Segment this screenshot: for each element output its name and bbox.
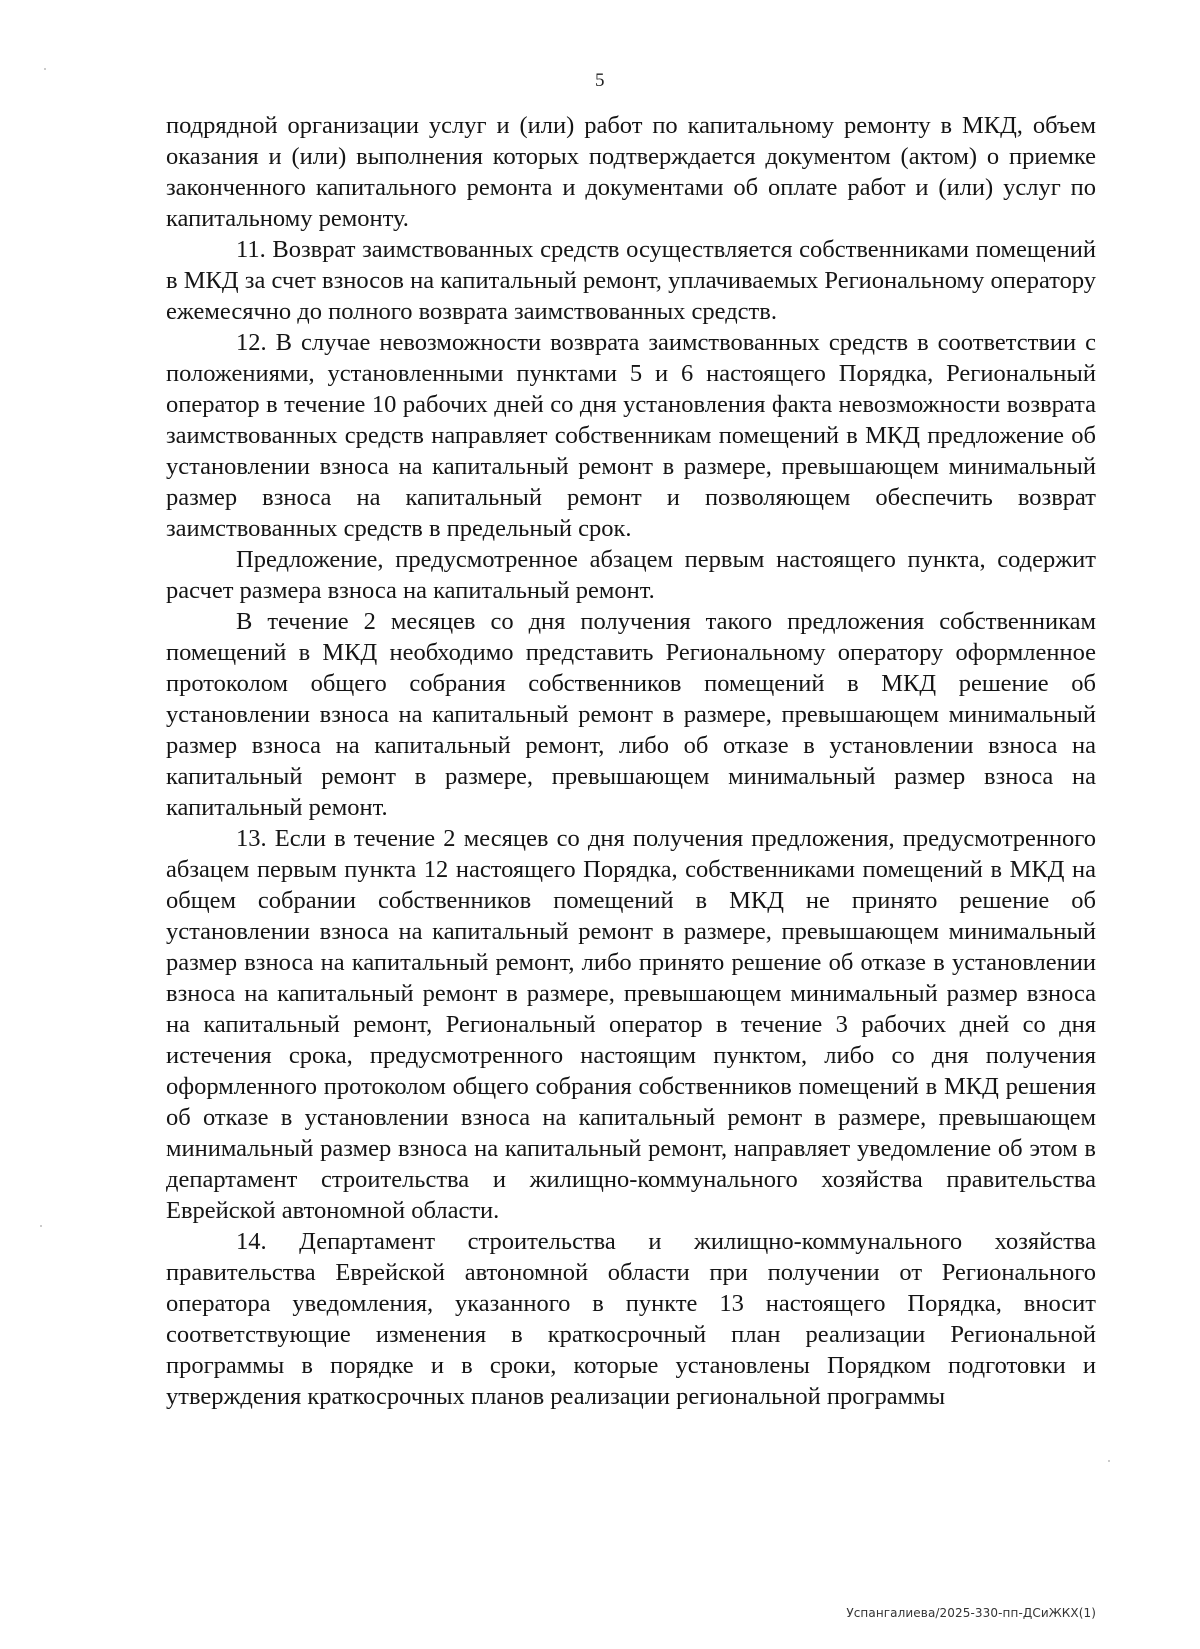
paragraph-item-13: 13. Если в течение 2 месяцев со дня получения предложения, предусмотренного абзацем первым пункта 12 настоящего Порядка, собственниками помещений в МКД на общем собрании собственников помещений в МКД не принято решение об установлении взноса на капитальный ремонт в размере, превышающем минимальный размер взноса на капитальный ремонт, либо принято решение об отказе в установлении взноса на капитальный ремонт в размере, превышающем минимальный размер взноса на капитальный ремонт, Региональный оператор в течение 3 рабочих дней со дня истечения срока, предусмотренного настоящим пунктом, либо со дня получения оформленного протоколом общего собрания собственников помещений в МКД решения об отказе в установлении взноса на капитальный ремонт в размере, превышающем минимальный размер взноса на капитальный ремонт, направляет уведомление об этом в департамент строительства и жилищно-коммунального хозяйства правительства Еврейской автономной области.	[166, 825, 1096, 1224]
paragraph-continuation: подрядной организации услуг и (или) работ по капитальному ремонту в МКД, объем оказания и (или) выполнения которых подтверждается документом (актом) о приемке законченного капитального ремонта и документами об оплате работ и (или) услуг по капитальному ремонту.	[166, 112, 1096, 232]
paragraph-proposal: Предложение, предусмотренное абзацем первым настоящего пункта, содержит расчет размера взноса на капитальный ремонт.	[166, 546, 1096, 604]
paragraph-item-11: 11. Возврат заимствованных средств осуществляется собственниками помещений в МКД за счет взносов на капитальный ремонт, уплачиваемых Региональному оператору ежемесячно до полного возврата заимствованных средств.	[166, 236, 1096, 325]
scan-artifact-dot	[1108, 1460, 1110, 1462]
footer-document-reference: Успангалиева/2025-330-пп-ДСиЖКХ(1)	[846, 1606, 1096, 1620]
scan-artifact-dot	[44, 68, 46, 70]
page-number: 5	[595, 70, 605, 91]
scan-artifact-dot	[40, 1225, 42, 1227]
paragraph-item-14: 14. Департамент строительства и жилищно-коммунального хозяйства правительства Еврейской автономной области при получении от Регионального оператора уведомления, указанного в пункте 13 настоящего Порядка, вносит соответствующие изменения в краткосрочный план реализации Региональной программы в порядке и в сроки, которые установлены Порядком подготовки и утверждения краткосрочных планов реализации региональной программы	[166, 1228, 1096, 1410]
paragraph-item-12: 12. В случае невозможности возврата заимствованных средств в соответствии с положениями, установленными пунктами 5 и 6 настоящего Порядка, Региональный оператор в течение 10 рабочих дней со дня установления факта невозможности возврата заимствованных средств направляет собственникам помещений в МКД предложение об установлении взноса на капитальный ремонт в размере, превышающем минимальный размер взноса на капитальный ремонт и позволяющем обеспечить возврат заимствованных средств в предельный срок.	[166, 329, 1096, 542]
document-body	[166, 110, 1096, 1412]
paragraph-two-months: В течение 2 месяцев со дня получения такого предложения собственникам помещений в МКД необходимо представить Региональному оператору оформленное протоколом общего собрания собственников помещений в МКД решение об установлении взноса на капитальный ремонт в размере, превышающем минимальный размер взноса на капитальный ремонт, либо об отказе в установлении взноса на капитальный ремонт в размере, превышающем минимальный размер взноса на капитальный ремонт.	[166, 608, 1096, 821]
